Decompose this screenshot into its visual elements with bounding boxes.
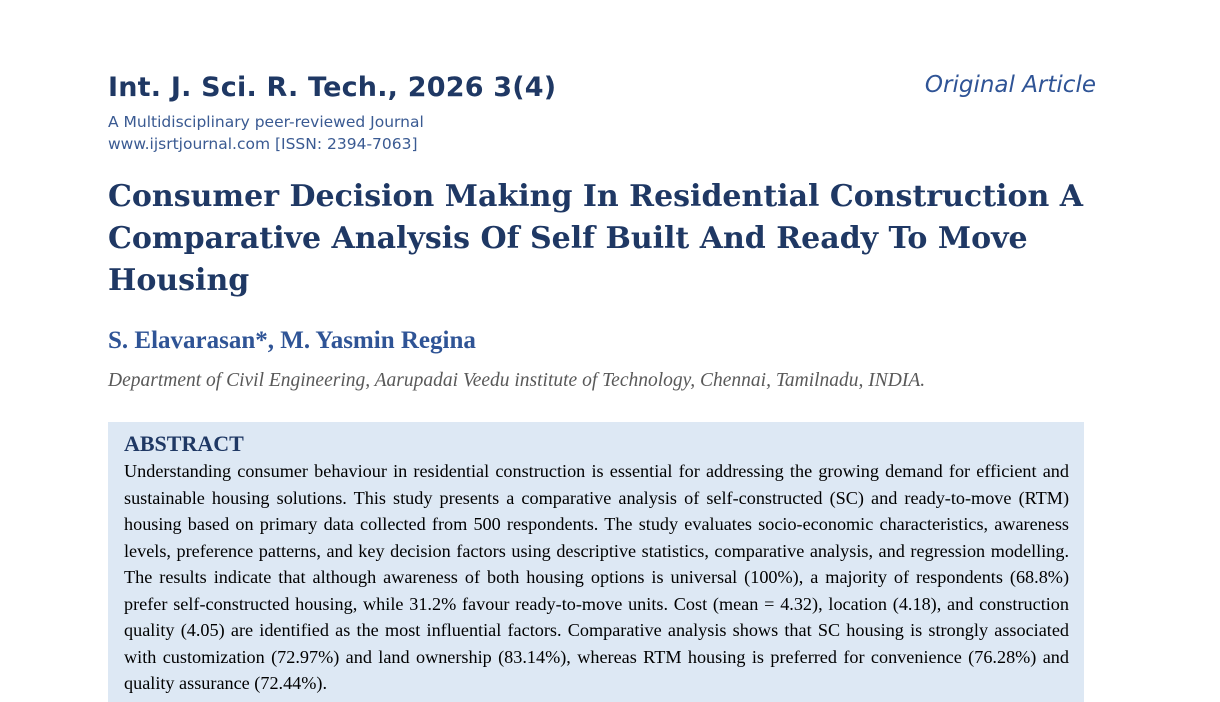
journal-title: Int. J. Sci. R. Tech., 2026 3(4) [108, 72, 557, 103]
paper-title: Consumer Decision Making In Residential Construction A Comparative Analysis Of Self Built And Ready To Move Housing [108, 179, 1083, 298]
abstract-section [108, 422, 1084, 702]
author-list: S. Elavarasan*, M. Yasmin Regina [108, 327, 476, 354]
article-type-label: Original Article [924, 72, 1096, 98]
journal-subtitle: A Multidisciplinary peer-reviewed Journal [108, 113, 424, 131]
abstract-body: Understanding consumer behaviour in residential construction is essential for addressing the growing demand for efficient and sustainable housing solutions. This study presents a comparative analysis of self-constructed (SC) and ready-to-move (RTM) housing based on primary data collected from 500 respondents. The study evaluates socio-economic characteristics, awareness levels, preference patterns, and key decision factors using descriptive statistics, comparative analysis, and regression modelling. The results indicate that although awareness of both housing options is universal (100%), a majority of respondents (68.8%) prefer self-constructed housing, while 31.2% favour ready-to-move units. Cost (mean = 4.32), location (4.18), and construction quality (4.05) are identified as the most influential factors. Comparative analysis shows that SC housing is strongly associated with customization (72.97%) and land ownership (83.14%), whereas RTM housing is preferred for convenience (76.28%) and quality assurance (72.44%). [124, 461, 1069, 693]
author-affiliation: Department of Civil Engineering, Aarupadai Veedu institute of Technology, Chennai, Tamilnadu, INDIA. [108, 370, 926, 391]
abstract-heading: ABSTRACT [124, 431, 244, 456]
journal-website-issn: www.ijsrtjournal.com [ISSN: 2394-7063] [108, 135, 418, 153]
